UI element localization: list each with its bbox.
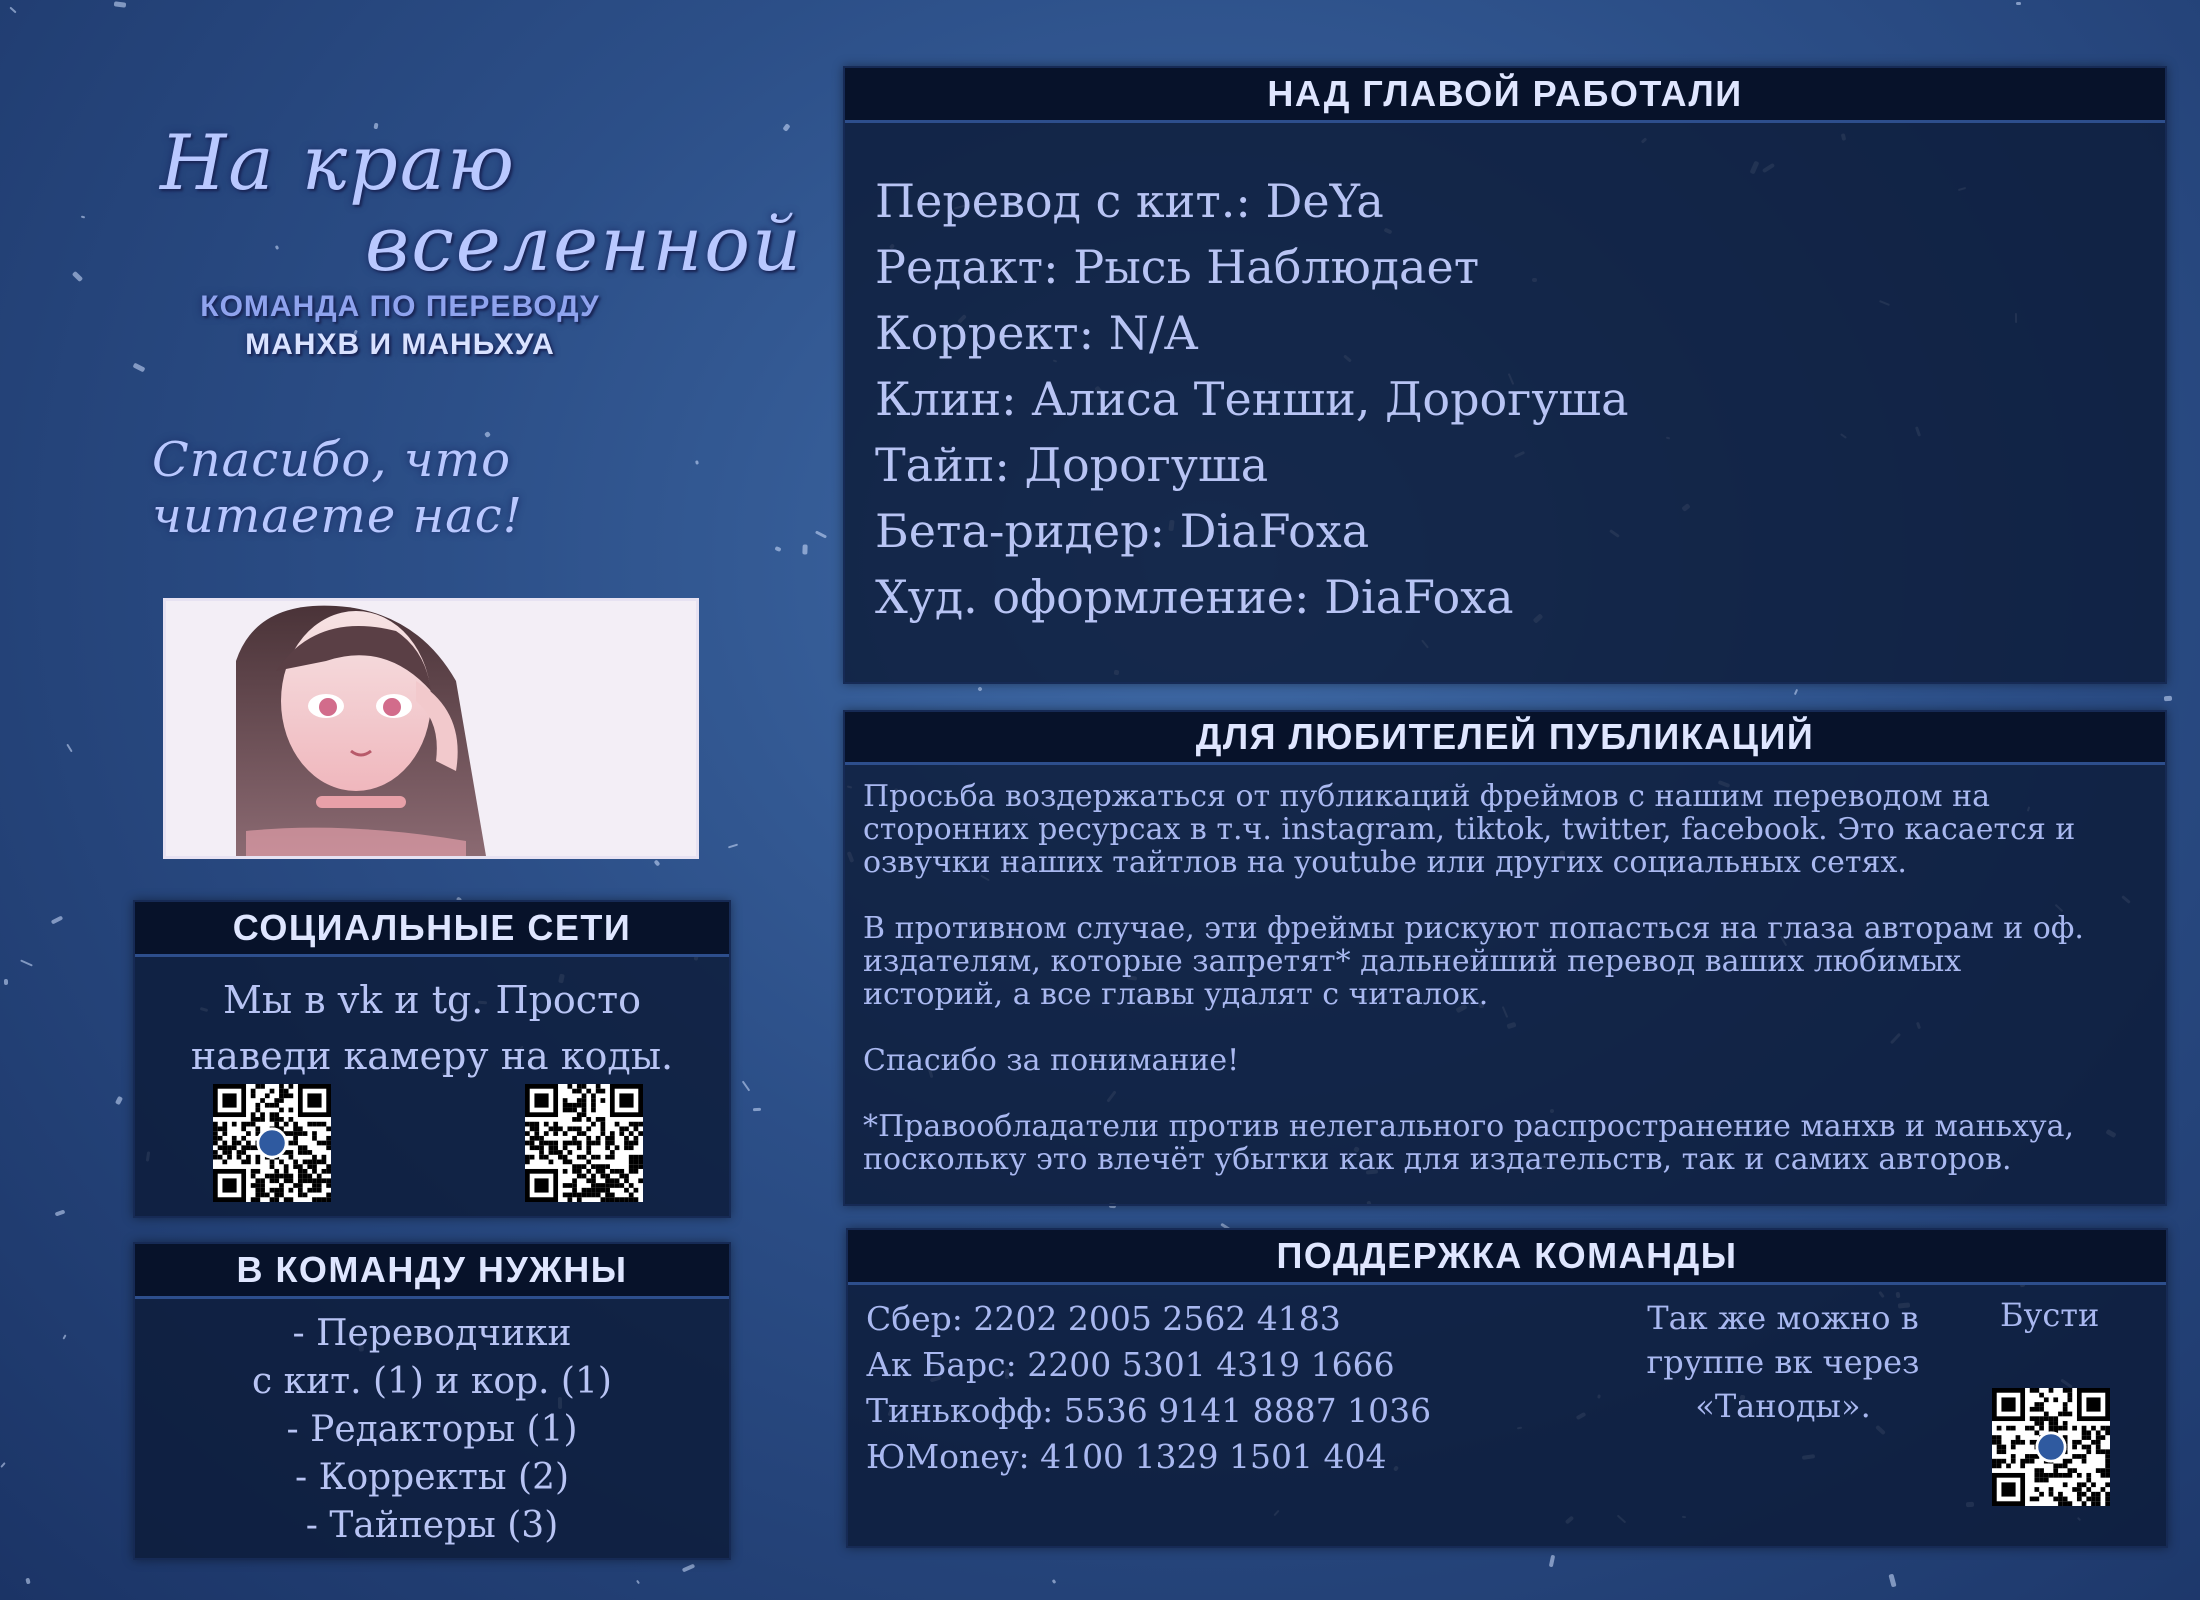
publications-paragraph (863, 1044, 2103, 1077)
confetti-piece (114, 1, 127, 7)
publications-line: *Правообладатели против нелегального распространение манхв и маньхуа, (863, 1109, 2075, 1144)
recruitment-panel (133, 1242, 731, 1560)
recruitment-list (135, 1310, 729, 1550)
confetti-piece (51, 915, 64, 924)
boosty-label: Бусти (2000, 1296, 2100, 1334)
logo-subtitle-line1: КОМАНДА ПО ПЕРЕВОДУ (200, 290, 600, 323)
recruitment-line: - Тайперы (3) (305, 1505, 559, 1546)
confetti-piece (81, 216, 85, 219)
confetti-piece (2164, 696, 2172, 702)
bank-details (866, 1296, 1431, 1480)
bank-line: Сбер: 2202 2005 2562 4183 (866, 1299, 1341, 1338)
social-panel (133, 900, 731, 1218)
boosty-qr-code[interactable] (1992, 1388, 2110, 1506)
credits-panel-title: НАД ГЛАВОЙ РАБОТАЛИ (845, 68, 2165, 123)
credit-line: Худ. оформление: DiaFoxa (875, 570, 1514, 624)
credit-line: Перевод с кит.: DeYa (875, 174, 1384, 228)
publications-paragraph (863, 1110, 2103, 1176)
social-text (135, 972, 729, 1084)
confetti-piece (1794, 689, 1798, 695)
character-illustration (163, 598, 699, 859)
confetti-piece (753, 1108, 761, 1111)
confetti-piece (62, 1334, 66, 1339)
credit-line: Коррект: N/A (875, 306, 1198, 360)
confetti-piece (4, 979, 8, 985)
vk-donation-note (1638, 1296, 1928, 1428)
confetti-piece (133, 363, 146, 373)
confetti-piece (66, 744, 72, 753)
confetti-piece (2016, 2, 2021, 5)
logo-subtitle (150, 288, 650, 364)
recruitment-line: - Корректы (2) (294, 1457, 570, 1498)
confetti-piece (802, 544, 807, 554)
credits-panel (843, 66, 2167, 684)
publications-paragraph (863, 912, 2103, 1011)
confetti-piece (20, 959, 33, 966)
vk-note-line: Так же можно в (1647, 1299, 1919, 1337)
publications-text (863, 780, 2103, 1209)
publications-line: поскольку это влечёт убытки как для издательств, так и самих авторов. (863, 1142, 2012, 1177)
confetti-piece (55, 1209, 66, 1216)
confetti-piece (977, 686, 983, 692)
confetti-piece (72, 271, 83, 282)
confetti-piece (742, 1081, 751, 1092)
credit-line: Редакт: Рысь Наблюдает (875, 240, 1480, 294)
publications-panel (843, 710, 2167, 1206)
vk-note-line: группе вк через (1646, 1343, 1920, 1381)
bank-line: ЮMoney: 4100 1329 1501 404 (866, 1437, 1387, 1476)
confetti-piece (0, 1462, 5, 1468)
publications-line: Просьба воздержаться от публикаций фреймов с нашим переводом на (863, 779, 1991, 814)
confetti-piece (115, 1096, 123, 1105)
support-panel (846, 1228, 2168, 1548)
publications-line: Спасибо за понимание! (863, 1043, 1240, 1078)
bank-line: Ак Барс: 2200 5301 4319 1666 (866, 1345, 1395, 1384)
confetti-piece (1549, 1555, 1555, 1568)
publications-panel-title: ДЛЯ ЛЮБИТЕЛЕЙ ПУБЛИКАЦИЙ (845, 712, 2165, 765)
publications-line: сторонних ресурсах в т.ч. instagram, tiktok, twitter, facebook. Это касается и (863, 812, 2076, 847)
logo-title-line1: На краю (160, 118, 516, 207)
credits-list (875, 168, 1629, 630)
social-text-line2: наведи камеру на коды. (190, 1034, 674, 1078)
vk-qr-code[interactable] (213, 1084, 331, 1202)
logo-subtitle-line2: МАНХВ И МАНЬХУА (245, 328, 555, 361)
publications-line: озвучки наших тайтлов на youtube или других социальных сетях. (863, 845, 1907, 880)
confetti-piece (654, 859, 661, 866)
team-logo (150, 118, 803, 364)
social-panel-title: СОЦИАЛЬНЫЕ СЕТИ (135, 902, 729, 957)
confetti-piece (9, 7, 16, 14)
confetti-piece (25, 1578, 30, 1585)
confetti-piece (728, 844, 738, 849)
recruitment-line: с кит. (1) и кор. (1) (252, 1361, 612, 1402)
confetti-piece (1888, 1574, 1896, 1588)
credit-line: Клин: Алиса Тенши, Дорогуша (875, 372, 1629, 426)
credit-line: Бета-ридер: DiaFoxa (875, 504, 1370, 558)
confetti-piece (682, 1564, 696, 1573)
publications-line: В противном случае, эти фреймы рискуют попасться на глаза авторам и оф. (863, 911, 2084, 946)
confetti-piece (1052, 1579, 1057, 1584)
recruitment-line: - Редакторы (1) (286, 1409, 578, 1450)
thanks-text: Спасибо, что читаете нас! (152, 432, 523, 544)
tg-qr-code[interactable] (525, 1084, 643, 1202)
support-panel-title: ПОДДЕРЖКА КОМАНДЫ (848, 1230, 2166, 1285)
recruitment-panel-title: В КОМАНДУ НУЖНЫ (135, 1244, 729, 1299)
logo-title-line2: вселенной (365, 199, 803, 288)
publications-line: издателям, которые запретят* дальнейший перевод ваших любимых (863, 944, 1962, 979)
vk-note-line: «Таноды». (1695, 1387, 1871, 1425)
recruitment-line: - Переводчики (292, 1313, 572, 1354)
publications-paragraph (863, 780, 2103, 879)
credit-line: Тайп: Дорогуша (875, 438, 1269, 492)
confetti-piece (636, 1580, 640, 1584)
publications-line: историй, а все главы удалят с читалок. (863, 977, 1489, 1012)
confetti-piece (815, 530, 827, 538)
social-text-line1: Мы в vk и tg. Просто (223, 978, 641, 1022)
bank-line: Тинькофф: 5536 9141 8887 1036 (866, 1391, 1432, 1430)
confetti-piece (774, 546, 781, 552)
confetti-piece (782, 123, 790, 132)
